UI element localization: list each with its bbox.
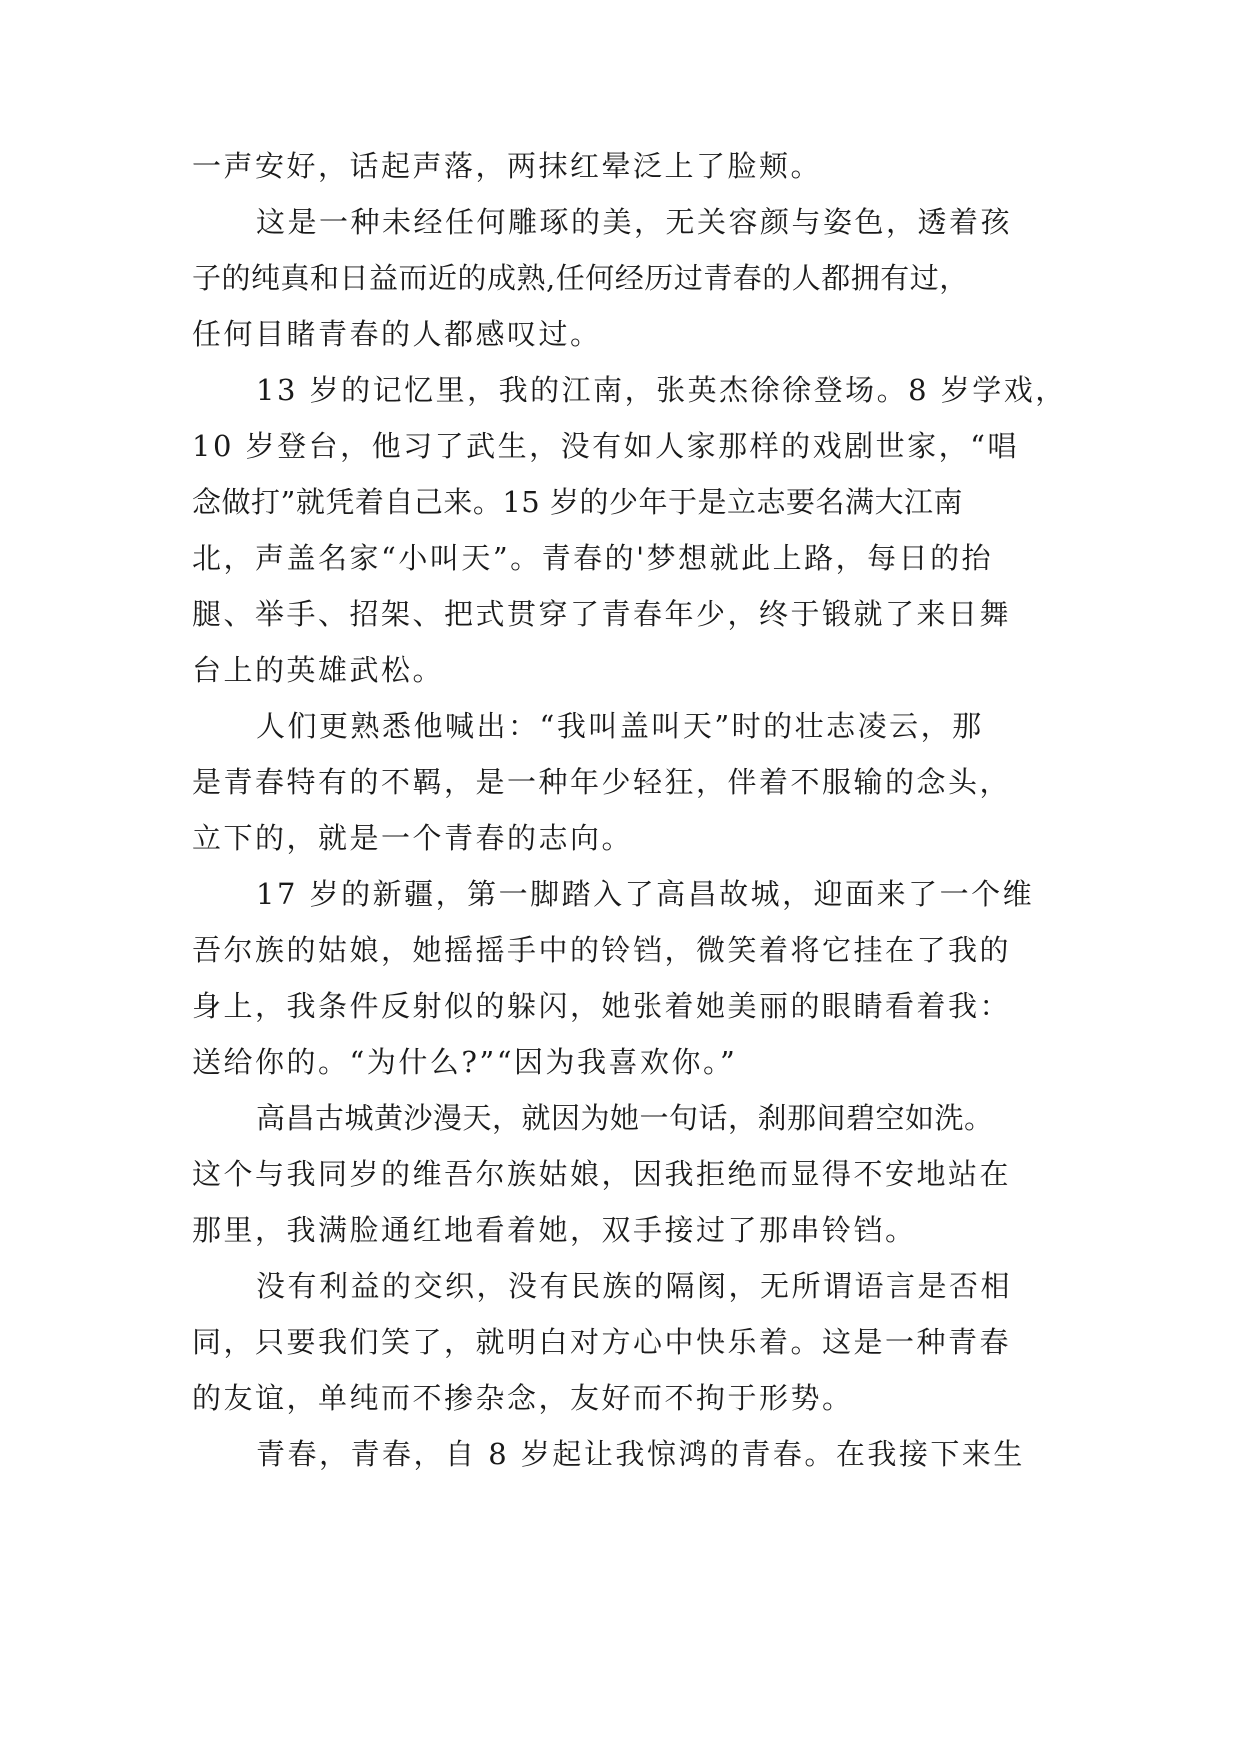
text-line: 这个与我同岁的维吾尔族姑娘，因我拒绝而显得不安地站在 — [192, 1157, 1012, 1191]
text-line: 是青春特有的不羁，是一种年少轻狂，伴着不服输的念头， — [192, 765, 1012, 799]
text-line: 的友谊，单纯而不掺杂念，友好而不拘于形势。 — [192, 1381, 854, 1415]
paragraph-first-line: 没有利益的交织，没有民族的隔阂，无所谓语言是否相 — [256, 1269, 1013, 1303]
text-line: 腿、举手、招架、把式贯穿了青春年少，终于锻就了来日舞 — [192, 597, 1012, 631]
text-line: 念做打”就凭着自己来。15 岁的少年于是立志要名满大江南 — [192, 485, 963, 519]
text-line: 北，声盖名家“小叫天”。青春的'梦想就此上路，每日的抬 — [192, 541, 994, 575]
text-line: 立下的，就是一个青春的志向。 — [192, 821, 634, 855]
text-line: 同，只要我们笑了，就明白对方心中快乐着。这是一种青春 — [192, 1325, 1012, 1359]
text-line: 送给你的。“为什么?”“因为我喜欢你。” — [192, 1045, 738, 1079]
paragraph-first-line: 高昌古城黄沙漫天，就因为她一句话，刹那间碧空如洗。 — [256, 1101, 994, 1135]
text-line: 10 岁登台，他习了武生，没有如人家那样的戏剧世家，“唱 — [192, 429, 1019, 463]
text-line: 吾尔族的姑娘，她摇摇手中的铃铛，微笑着将它挂在了我的 — [192, 933, 1012, 967]
text-line: 任何目睹青春的人都感叹过。 — [192, 317, 602, 351]
paragraph-first-line: 17 岁的新疆，第一脚踏入了高昌故城，迎面来了一个维 — [256, 877, 1035, 911]
text-line: 那里，我满脸通红地看着她，双手接过了那串铃铛。 — [192, 1213, 917, 1247]
text-line: 身上，我条件反射似的躲闪，她张着她美丽的眼睛看着我： — [192, 989, 1012, 1023]
paragraph-first-line: 13 岁的记忆里，我的江南，张英杰徐徐登场。8 岁学戏， — [256, 373, 1067, 407]
paragraph-first-line: 人们更熟悉他喊出：“我叫盖叫天”时的壮志凌云，那 — [256, 709, 984, 743]
text-line: 台上的英雄武松。 — [192, 653, 445, 687]
paragraph-first-line: 这是一种未经任何雕琢的美，无关容颜与姿色，透着孩 — [256, 205, 1013, 239]
text-line: 一声安好，话起声落，两抹红晕泛上了脸颊。 — [192, 149, 823, 183]
paragraph-first-line: 青春，青春，自 8 岁起让我惊鸿的青春。在我接下来生 — [256, 1437, 1025, 1471]
text-line: 子的纯真和日益而近的成熟,任何经历过青春的人都拥有过， — [192, 261, 969, 295]
